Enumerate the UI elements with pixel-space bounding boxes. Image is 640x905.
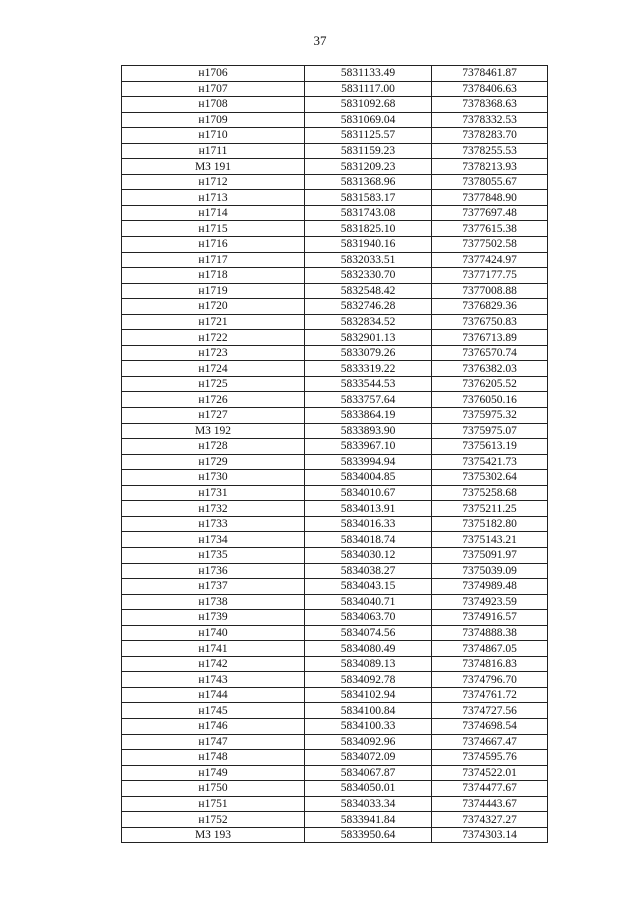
table-row bbox=[122, 610, 548, 626]
table-row bbox=[122, 563, 548, 579]
x-coordinate-cell: 5834030.12 bbox=[305, 547, 432, 563]
x-coordinate-cell: 5834038.27 bbox=[305, 563, 432, 579]
point-id-cell: н1715 bbox=[122, 221, 305, 237]
table-row bbox=[122, 454, 548, 470]
point-id-cell: н1729 bbox=[122, 454, 305, 470]
x-coordinate-cell: 5832746.28 bbox=[305, 299, 432, 315]
table-row bbox=[122, 190, 548, 206]
y-coordinate-cell: 7377177.75 bbox=[432, 268, 548, 284]
point-id-cell: н1736 bbox=[122, 563, 305, 579]
point-id-cell: МЗ 191 bbox=[122, 159, 305, 175]
table-row bbox=[122, 112, 548, 128]
y-coordinate-cell: 7374477.67 bbox=[432, 781, 548, 797]
point-id-cell: н1746 bbox=[122, 718, 305, 734]
table-row bbox=[122, 718, 548, 734]
x-coordinate-cell: 5834004.85 bbox=[305, 470, 432, 486]
y-coordinate-cell: 7378055.67 bbox=[432, 174, 548, 190]
table-row bbox=[122, 423, 548, 439]
point-id-cell: н1748 bbox=[122, 750, 305, 766]
coordinates-table-body bbox=[122, 66, 548, 843]
y-coordinate-cell: 7375211.25 bbox=[432, 501, 548, 517]
point-id-cell: н1731 bbox=[122, 485, 305, 501]
table-row bbox=[122, 174, 548, 190]
x-coordinate-cell: 5834013.91 bbox=[305, 501, 432, 517]
y-coordinate-cell: 7374796.70 bbox=[432, 672, 548, 688]
y-coordinate-cell: 7374989.48 bbox=[432, 579, 548, 595]
table-row bbox=[122, 703, 548, 719]
y-coordinate-cell: 7375421.73 bbox=[432, 454, 548, 470]
point-id-cell: н1750 bbox=[122, 781, 305, 797]
x-coordinate-cell: 5831125.57 bbox=[305, 128, 432, 144]
table-row bbox=[122, 765, 548, 781]
y-coordinate-cell: 7378283.70 bbox=[432, 128, 548, 144]
point-id-cell: н1721 bbox=[122, 314, 305, 330]
table-row bbox=[122, 361, 548, 377]
point-id-cell: н1747 bbox=[122, 734, 305, 750]
x-coordinate-cell: 5832834.52 bbox=[305, 314, 432, 330]
table-row bbox=[122, 345, 548, 361]
point-id-cell: н1714 bbox=[122, 205, 305, 221]
table-row bbox=[122, 827, 548, 843]
x-coordinate-cell: 5832548.42 bbox=[305, 283, 432, 299]
x-coordinate-cell: 5834050.01 bbox=[305, 781, 432, 797]
y-coordinate-cell: 7377502.58 bbox=[432, 237, 548, 253]
y-coordinate-cell: 7374916.57 bbox=[432, 610, 548, 626]
point-id-cell: н1730 bbox=[122, 470, 305, 486]
table-row bbox=[122, 283, 548, 299]
x-coordinate-cell: 5831092.68 bbox=[305, 97, 432, 113]
point-id-cell: н1734 bbox=[122, 532, 305, 548]
y-coordinate-cell: 7375039.09 bbox=[432, 563, 548, 579]
point-id-cell: н1745 bbox=[122, 703, 305, 719]
point-id-cell: н1722 bbox=[122, 330, 305, 346]
y-coordinate-cell: 7378213.93 bbox=[432, 159, 548, 175]
table-row bbox=[122, 485, 548, 501]
table-row bbox=[122, 547, 548, 563]
table-row bbox=[122, 687, 548, 703]
x-coordinate-cell: 5833893.90 bbox=[305, 423, 432, 439]
x-coordinate-cell: 5834074.56 bbox=[305, 625, 432, 641]
y-coordinate-cell: 7375182.80 bbox=[432, 516, 548, 532]
point-id-cell: н1723 bbox=[122, 345, 305, 361]
table-row bbox=[122, 392, 548, 408]
table-row bbox=[122, 237, 548, 253]
x-coordinate-cell: 5834033.34 bbox=[305, 796, 432, 812]
table-row bbox=[122, 750, 548, 766]
point-id-cell: н1739 bbox=[122, 610, 305, 626]
x-coordinate-cell: 5831209.23 bbox=[305, 159, 432, 175]
y-coordinate-cell: 7374923.59 bbox=[432, 594, 548, 610]
y-coordinate-cell: 7375975.32 bbox=[432, 408, 548, 424]
y-coordinate-cell: 7375613.19 bbox=[432, 439, 548, 455]
point-id-cell: н1706 bbox=[122, 66, 305, 82]
table-row bbox=[122, 97, 548, 113]
y-coordinate-cell: 7375143.21 bbox=[432, 532, 548, 548]
x-coordinate-cell: 5834102.94 bbox=[305, 687, 432, 703]
x-coordinate-cell: 5834043.15 bbox=[305, 579, 432, 595]
y-coordinate-cell: 7377424.97 bbox=[432, 252, 548, 268]
point-id-cell: н1751 bbox=[122, 796, 305, 812]
x-coordinate-cell: 5834100.33 bbox=[305, 718, 432, 734]
y-coordinate-cell: 7376050.16 bbox=[432, 392, 548, 408]
x-coordinate-cell: 5831825.10 bbox=[305, 221, 432, 237]
table-row bbox=[122, 408, 548, 424]
y-coordinate-cell: 7378368.63 bbox=[432, 97, 548, 113]
point-id-cell: н1743 bbox=[122, 672, 305, 688]
table-row bbox=[122, 501, 548, 517]
point-id-cell: н1708 bbox=[122, 97, 305, 113]
page-number: 37 bbox=[313, 33, 327, 48]
coordinates-table bbox=[121, 65, 548, 843]
table-row bbox=[122, 594, 548, 610]
table-row bbox=[122, 314, 548, 330]
x-coordinate-cell: 5832901.13 bbox=[305, 330, 432, 346]
y-coordinate-cell: 7374303.14 bbox=[432, 827, 548, 843]
x-coordinate-cell: 5834072.09 bbox=[305, 750, 432, 766]
point-id-cell: н1717 bbox=[122, 252, 305, 268]
point-id-cell: н1727 bbox=[122, 408, 305, 424]
x-coordinate-cell: 5833757.64 bbox=[305, 392, 432, 408]
x-coordinate-cell: 5833544.53 bbox=[305, 376, 432, 392]
x-coordinate-cell: 5834092.78 bbox=[305, 672, 432, 688]
x-coordinate-cell: 5831159.23 bbox=[305, 143, 432, 159]
point-id-cell: н1719 bbox=[122, 283, 305, 299]
y-coordinate-cell: 7376750.83 bbox=[432, 314, 548, 330]
x-coordinate-cell: 5833864.19 bbox=[305, 408, 432, 424]
table-row bbox=[122, 656, 548, 672]
point-id-cell: н1712 bbox=[122, 174, 305, 190]
y-coordinate-cell: 7378255.53 bbox=[432, 143, 548, 159]
point-id-cell: н1710 bbox=[122, 128, 305, 144]
table-row bbox=[122, 734, 548, 750]
x-coordinate-cell: 5831368.96 bbox=[305, 174, 432, 190]
x-coordinate-cell: 5834040.71 bbox=[305, 594, 432, 610]
x-coordinate-cell: 5834089.13 bbox=[305, 656, 432, 672]
point-id-cell: н1741 bbox=[122, 641, 305, 657]
point-id-cell: н1733 bbox=[122, 516, 305, 532]
x-coordinate-cell: 5834080.49 bbox=[305, 641, 432, 657]
point-id-cell: н1737 bbox=[122, 579, 305, 595]
x-coordinate-cell: 5834063.70 bbox=[305, 610, 432, 626]
point-id-cell: н1709 bbox=[122, 112, 305, 128]
x-coordinate-cell: 5832033.51 bbox=[305, 252, 432, 268]
table-row bbox=[122, 796, 548, 812]
y-coordinate-cell: 7378461.87 bbox=[432, 66, 548, 82]
table-row bbox=[122, 579, 548, 595]
y-coordinate-cell: 7375258.68 bbox=[432, 485, 548, 501]
point-id-cell: н1749 bbox=[122, 765, 305, 781]
y-coordinate-cell: 7374816.83 bbox=[432, 656, 548, 672]
point-id-cell: н1744 bbox=[122, 687, 305, 703]
y-coordinate-cell: 7374667.47 bbox=[432, 734, 548, 750]
x-coordinate-cell: 5831069.04 bbox=[305, 112, 432, 128]
table-row bbox=[122, 812, 548, 828]
table-row bbox=[122, 641, 548, 657]
table-row bbox=[122, 781, 548, 797]
table-row bbox=[122, 330, 548, 346]
table-row bbox=[122, 268, 548, 284]
y-coordinate-cell: 7378406.63 bbox=[432, 81, 548, 97]
table-row bbox=[122, 159, 548, 175]
y-coordinate-cell: 7374727.56 bbox=[432, 703, 548, 719]
y-coordinate-cell: 7376829.36 bbox=[432, 299, 548, 315]
table-row bbox=[122, 81, 548, 97]
table-row bbox=[122, 376, 548, 392]
y-coordinate-cell: 7377615.38 bbox=[432, 221, 548, 237]
y-coordinate-cell: 7375091.97 bbox=[432, 547, 548, 563]
x-coordinate-cell: 5831133.49 bbox=[305, 66, 432, 82]
point-id-cell: н1732 bbox=[122, 501, 305, 517]
point-id-cell: н1725 bbox=[122, 376, 305, 392]
point-id-cell: н1718 bbox=[122, 268, 305, 284]
x-coordinate-cell: 5833319.22 bbox=[305, 361, 432, 377]
point-id-cell: н1720 bbox=[122, 299, 305, 315]
x-coordinate-cell: 5832330.70 bbox=[305, 268, 432, 284]
point-id-cell: н1728 bbox=[122, 439, 305, 455]
table-row bbox=[122, 516, 548, 532]
x-coordinate-cell: 5834067.87 bbox=[305, 765, 432, 781]
table-row bbox=[122, 470, 548, 486]
x-coordinate-cell: 5834016.33 bbox=[305, 516, 432, 532]
point-id-cell: н1738 bbox=[122, 594, 305, 610]
y-coordinate-cell: 7378332.53 bbox=[432, 112, 548, 128]
x-coordinate-cell: 5831117.00 bbox=[305, 81, 432, 97]
y-coordinate-cell: 7376382.03 bbox=[432, 361, 548, 377]
x-coordinate-cell: 5834100.84 bbox=[305, 703, 432, 719]
table-row bbox=[122, 625, 548, 641]
point-id-cell: н1707 bbox=[122, 81, 305, 97]
x-coordinate-cell: 5833994.94 bbox=[305, 454, 432, 470]
point-id-cell: н1740 bbox=[122, 625, 305, 641]
y-coordinate-cell: 7374522.01 bbox=[432, 765, 548, 781]
y-coordinate-cell: 7374867.05 bbox=[432, 641, 548, 657]
y-coordinate-cell: 7375302.64 bbox=[432, 470, 548, 486]
x-coordinate-cell: 5831583.17 bbox=[305, 190, 432, 206]
point-id-cell: н1735 bbox=[122, 547, 305, 563]
x-coordinate-cell: 5831743.08 bbox=[305, 205, 432, 221]
y-coordinate-cell: 7374443.67 bbox=[432, 796, 548, 812]
table-row bbox=[122, 205, 548, 221]
point-id-cell: н1716 bbox=[122, 237, 305, 253]
y-coordinate-cell: 7374761.72 bbox=[432, 687, 548, 703]
x-coordinate-cell: 5833079.26 bbox=[305, 345, 432, 361]
table-row bbox=[122, 439, 548, 455]
y-coordinate-cell: 7376570.74 bbox=[432, 345, 548, 361]
y-coordinate-cell: 7377848.90 bbox=[432, 190, 548, 206]
table-row bbox=[122, 221, 548, 237]
point-id-cell: МЗ 193 bbox=[122, 827, 305, 843]
table-row bbox=[122, 66, 548, 82]
x-coordinate-cell: 5833950.64 bbox=[305, 827, 432, 843]
y-coordinate-cell: 7376713.89 bbox=[432, 330, 548, 346]
table-row bbox=[122, 143, 548, 159]
x-coordinate-cell: 5831940.16 bbox=[305, 237, 432, 253]
point-id-cell: н1724 bbox=[122, 361, 305, 377]
x-coordinate-cell: 5833967.10 bbox=[305, 439, 432, 455]
x-coordinate-cell: 5833941.84 bbox=[305, 812, 432, 828]
y-coordinate-cell: 7374327.27 bbox=[432, 812, 548, 828]
point-id-cell: н1742 bbox=[122, 656, 305, 672]
point-id-cell: МЗ 192 bbox=[122, 423, 305, 439]
y-coordinate-cell: 7377697.48 bbox=[432, 205, 548, 221]
table-row bbox=[122, 672, 548, 688]
point-id-cell: н1713 bbox=[122, 190, 305, 206]
y-coordinate-cell: 7374595.76 bbox=[432, 750, 548, 766]
point-id-cell: н1726 bbox=[122, 392, 305, 408]
y-coordinate-cell: 7374698.54 bbox=[432, 718, 548, 734]
y-coordinate-cell: 7374888.38 bbox=[432, 625, 548, 641]
y-coordinate-cell: 7377008.88 bbox=[432, 283, 548, 299]
point-id-cell: н1752 bbox=[122, 812, 305, 828]
y-coordinate-cell: 7376205.52 bbox=[432, 376, 548, 392]
table-row bbox=[122, 252, 548, 268]
y-coordinate-cell: 7375975.07 bbox=[432, 423, 548, 439]
x-coordinate-cell: 5834010.67 bbox=[305, 485, 432, 501]
table-row bbox=[122, 299, 548, 315]
table-row bbox=[122, 532, 548, 548]
point-id-cell: н1711 bbox=[122, 143, 305, 159]
x-coordinate-cell: 5834018.74 bbox=[305, 532, 432, 548]
x-coordinate-cell: 5834092.96 bbox=[305, 734, 432, 750]
table-row bbox=[122, 128, 548, 144]
